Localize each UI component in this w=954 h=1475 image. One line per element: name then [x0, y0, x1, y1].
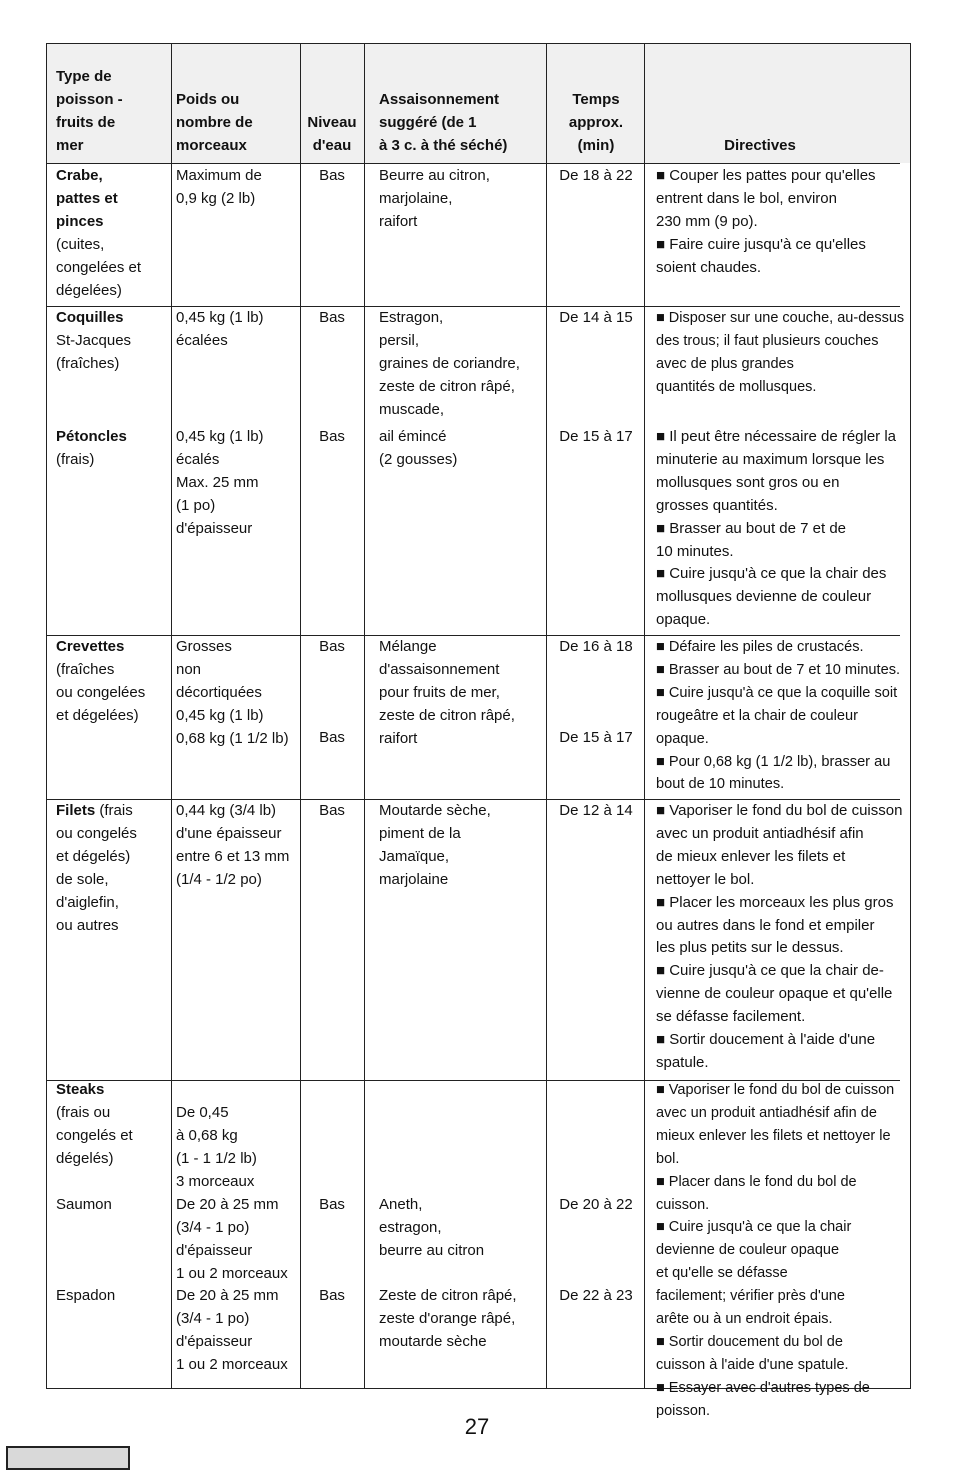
- type-detail: ou congelés et dégelés) de sole, d'aiglefin, ou autres: [56, 824, 137, 934]
- row-steaks-directions: ■ Vaporiser le fond du bol de cuisson avec un produit antiadhésif afin de mieux enlever les filets et nettoyer le bol. ■ Placer dans le fond du bol de cuisson. ■ Cuire jusqu'à ce que la chair devienne de couleur opaque et qu'elle se défasse facilement; vérifier près d'une arête ou à un endroit épais. ■ Sortir doucement du bol de cuisson à l'aide d'une spatule. ■ Essayer avec d'autres types de poisson.: [656, 1082, 895, 1419]
- row-petoncles-weight: 0,45 kg (1 lb) écalés Max. 25 mm (1 po) d'épaisseur: [176, 428, 264, 537]
- header-water: Niveau d'eau: [307, 114, 357, 154]
- row-petoncles-type: [56, 426, 127, 472]
- row-crabe-directions: ■ Couper les pattes pour qu'elles entrent dans le bol, environ 230 mm (9 po). ■ Faire cuire jusqu'à ce qu'elles soient chaudes.: [656, 167, 876, 276]
- row-petoncles-directions: ■ Il peut être nécessaire de régler la minuterie au maximum lorsque les mollusques sont gros ou en grosses quantités. ■ Brasser au bout de 7 et de 10 minutes. ■ Cuire jusqu'à ce que la chair des mollusques devienne de couleur opaque.: [656, 428, 897, 629]
- row-saumon-time: De 20 à 22: [559, 1196, 633, 1213]
- column-divider: [300, 44, 301, 1388]
- type-detail: (fraîches ou congelées et dégelées): [56, 660, 146, 724]
- row-divider: [47, 163, 900, 164]
- row-filets-directions: ■ Vaporiser le fond du bol de cuisson avec un produit antiadhésif afin de mieux enlever les filets et nettoyer le bol. ■ Placer les morceaux les plus gros ou autres dans le fond et empiler les plus petits sur le dessus. ■ Cuire jusqu'à ce que la chair de- vienne de couleur opaque et qu'elle se défasse facilement. ■ Sortir doucement à l'aide d'une spatule.: [656, 802, 903, 1071]
- row-steaks-type: [56, 1079, 133, 1171]
- type-detail: (frais ou congelés et dégelés): [56, 1103, 133, 1167]
- row-filets-water: Bas: [319, 802, 345, 819]
- header-weight: Poids ou nombre de morceaux: [176, 91, 253, 154]
- column-divider: [364, 44, 365, 1388]
- header-time: Temps approx. (min): [568, 91, 624, 154]
- type-detail: (frais): [56, 450, 95, 468]
- row-crabe-type: [56, 165, 141, 302]
- type-name: Steaks: [56, 1081, 105, 1098]
- row-filets-time: De 12 à 14: [559, 802, 633, 819]
- row-saumon-water: Bas: [319, 1196, 345, 1213]
- row-crevettes-time-1: De 16 à 18: [559, 638, 633, 655]
- row-espadon-label: Espadon: [56, 1287, 116, 1304]
- row-petoncles-water: Bas: [319, 428, 345, 445]
- page-number: 27: [464, 1414, 490, 1439]
- row-petoncles-seasoning: ail émincé (2 gousses): [379, 428, 458, 468]
- type-name: Pétoncles: [56, 428, 127, 445]
- footer-box: [6, 1446, 130, 1470]
- row-coquilles-directions: ■ Disposer sur une couche, au-dessus des trous; il faut plusieurs couches avec de plus grandes quantités de mollusques.: [656, 310, 905, 395]
- row-coquilles-weight: 0,45 kg (1 lb) écalées: [176, 309, 264, 349]
- row-crabe-time: De 18 à 22: [559, 167, 633, 184]
- row-crevettes-seasoning: Mélange d'assaisonnement pour fruits de mer, zeste de citron râpé, raifort: [379, 638, 515, 747]
- row-filets-weight: 0,44 kg (3/4 lb) d'une épaisseur entre 6 et 13 mm (1/4 - 1/2 po): [176, 802, 290, 888]
- row-crevettes-water-1: Bas: [319, 638, 345, 655]
- row-crabe-seasoning: Beurre au citron, marjolaine, raifort: [379, 167, 490, 230]
- row-coquilles-time: De 14 à 15: [559, 309, 633, 326]
- row-crevettes-type: [56, 636, 145, 728]
- row-crevettes-water-2: Bas: [319, 729, 345, 746]
- cooking-table: [46, 43, 911, 1419]
- row-crevettes-weight: Grosses non décortiquées 0,45 kg (1 lb) 0,68 kg (1 1/2 lb): [176, 638, 289, 747]
- header-seasoning: Assaisonnement suggéré (de 1 à 3 c. à thé séché): [379, 91, 508, 154]
- type-detail: St-Jacques (fraîches): [56, 331, 132, 372]
- header-type: Type de poisson - fruits de mer: [56, 68, 123, 154]
- row-crabe-water: Bas: [319, 167, 345, 184]
- type-detail: (cuites, congelées et dégelées): [56, 235, 142, 299]
- row-crevettes-directions: ■ Défaire les piles de crustacés. ■ Brasser au bout de 7 et 10 minutes. ■ Cuire jusqu'à ce que la coquille soit rougeâtre et la chair de couleur opaque. ■ Pour 0,68 kg (1 1/2 lb), brasser au bout de 10 minutes.: [656, 639, 901, 793]
- row-saumon-seasoning: Aneth, estragon, beurre au citron: [379, 1196, 485, 1259]
- row-espadon-seasoning: Zeste de citron râpé, zeste d'orange râpé, moutarde sèche: [379, 1287, 517, 1350]
- row-petoncles-time: De 15 à 17: [559, 428, 633, 445]
- column-divider: [644, 44, 645, 1388]
- row-coquilles-type: [56, 307, 131, 376]
- row-espadon-time: De 22 à 23: [559, 1287, 633, 1304]
- row-espadon-weight: De 20 à 25 mm (3/4 - 1 po) d'épaisseur 1 ou 2 morceaux: [176, 1287, 288, 1373]
- row-filets-type: [56, 800, 137, 937]
- type-name: Crabe, pattes et pinces: [56, 167, 118, 230]
- row-coquilles-seasoning: Estragon, persil, graines de coriandre, zeste de citron râpé, muscade,: [379, 309, 520, 418]
- row-espadon-water: Bas: [319, 1287, 345, 1304]
- row-filets-seasoning: Moutarde sèche, piment de la Jamaïque, marjolaine: [379, 802, 491, 888]
- type-name: Filets: [56, 802, 96, 819]
- row-saumon-weight: De 20 à 25 mm (3/4 - 1 po) d'épaisseur 1 ou 2 morceaux: [176, 1196, 288, 1282]
- header-directions: Directives: [724, 137, 796, 154]
- row-crabe-weight: Maximum de 0,9 kg (2 lb): [176, 167, 262, 207]
- type-name: Coquilles: [56, 309, 124, 326]
- table-header: [47, 44, 910, 163]
- row-steaks-weight-common: De 0,45 à 0,68 kg (1 - 1 1/2 lb) 3 morceaux: [176, 1104, 257, 1190]
- row-coquilles-water: Bas: [319, 309, 345, 326]
- row-saumon-label: Saumon: [56, 1196, 112, 1213]
- type-name: Crevettes: [56, 638, 125, 655]
- type-detail-inline: (frais: [95, 802, 133, 819]
- column-divider: [171, 44, 172, 1388]
- column-divider: [546, 44, 547, 1388]
- row-crevettes-time-2: De 15 à 17: [559, 729, 633, 746]
